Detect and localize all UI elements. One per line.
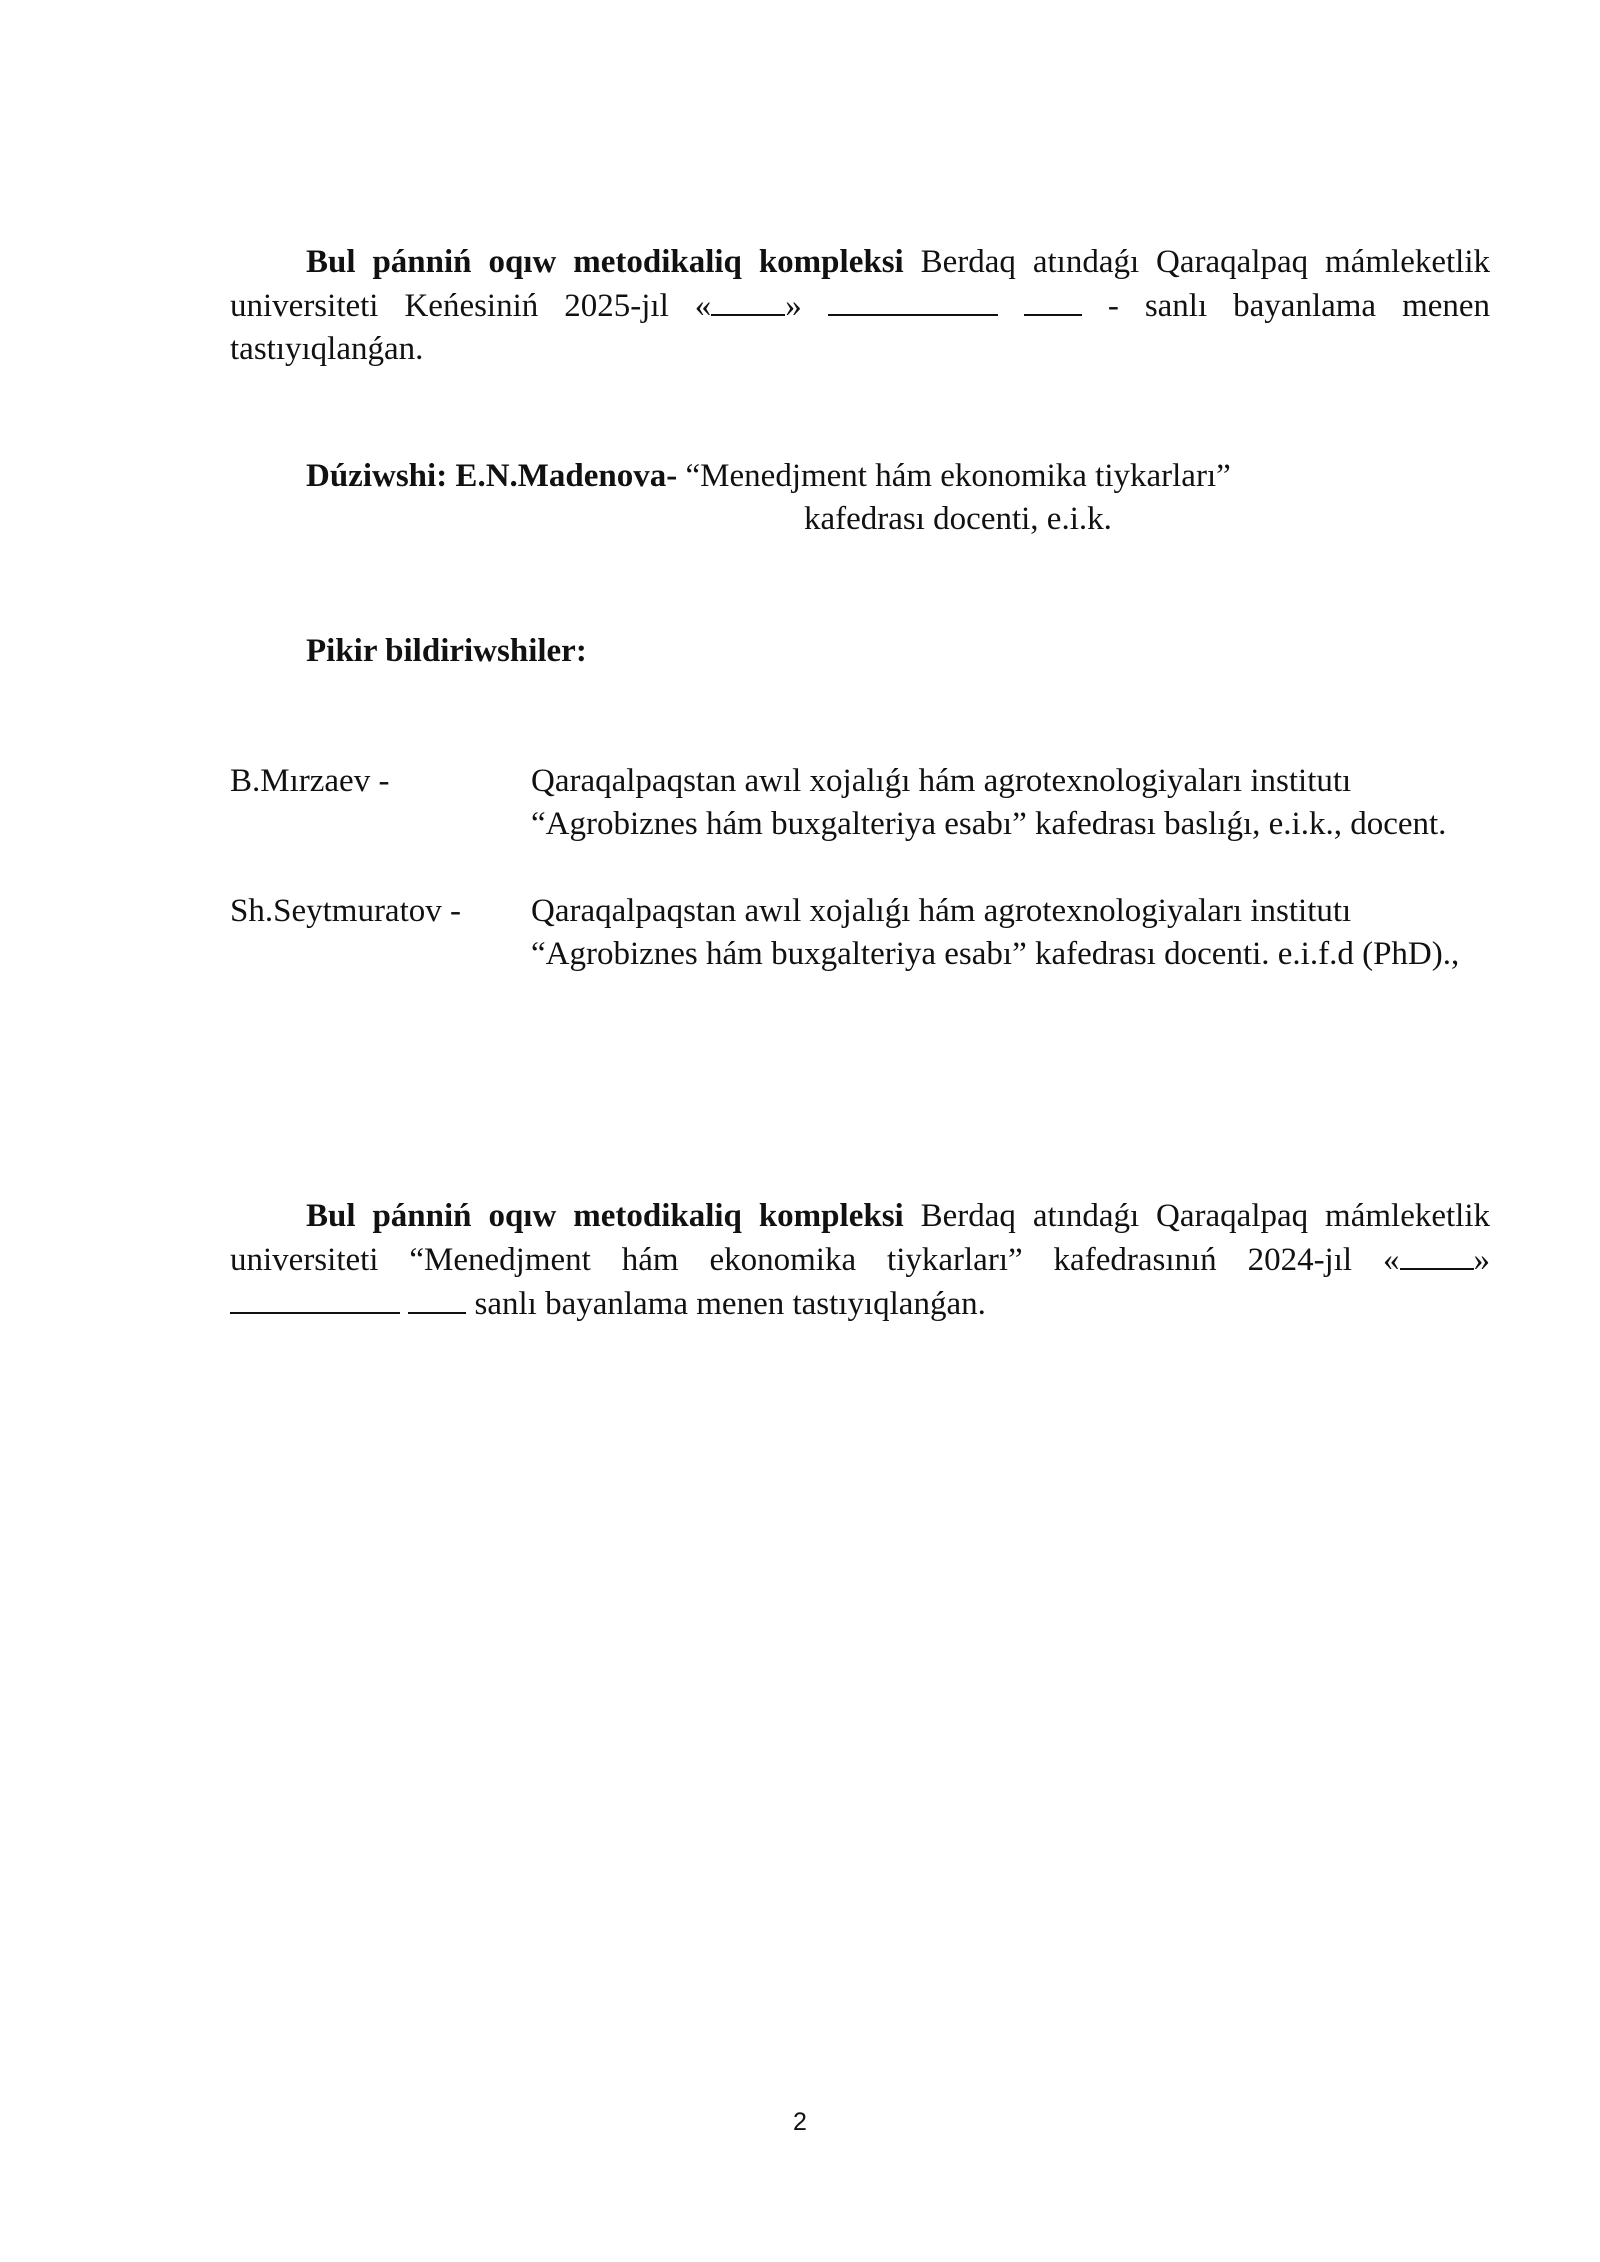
council-approval-text-2: » xyxy=(785,288,802,324)
council-approval-paragraph xyxy=(230,241,1490,371)
author-block xyxy=(306,455,1231,537)
reviewer-description: Qaraqalpaqstan awıl xojalıǵı hám agrotexnologiyaları institutı “Agrobiznes hám buxgalteriya esabı” kafedrası docenti. e.i.f.d (PhD)., xyxy=(531,893,1460,972)
council-approval-text-3: - sanlı bayanlama menen tastıyıqlanǵan. xyxy=(230,288,1491,367)
department-approval-text-1: Berdaq atındaǵı Qaraqalpaq mámleketlik universiteti “Menedjment hám ekonomika tiykarları” kafedrasınıń 2024-jıl « xyxy=(230,1198,1491,1278)
reviewers-title: Pikir bildiriwshiler: xyxy=(306,633,587,669)
author-position-line1: “Menedjment hám ekonomika tiykarları” xyxy=(685,458,1231,494)
number-blank xyxy=(1024,284,1082,316)
reviewer-description: Qaraqalpaqstan awıl xojalıǵı hám agrotexnologiyaları institutı “Agrobiznes hám buxgalteriya esabı” kafedrası baslıǵı, e.i.k., docent. xyxy=(531,763,1447,842)
department-approval-paragraph xyxy=(230,1195,1490,1326)
author-label: Dúziwshi: E.N.Madenova- xyxy=(306,458,678,494)
page-number: 2 xyxy=(793,2108,807,2136)
month-blank xyxy=(230,1282,400,1314)
reviewer-name: B.Mırzaev - xyxy=(230,763,390,799)
number-blank xyxy=(408,1282,466,1314)
department-approval-text-2: » xyxy=(1473,1242,1490,1278)
council-approval-lead: Bul pánniń oqıw metodikaliq kompleksi xyxy=(306,244,904,280)
author-position-line2: kafedrası docenti, e.i.k. xyxy=(804,501,1112,537)
department-approval-text-3: sanlı bayanlama menen tastıyıqlanǵan. xyxy=(474,1286,986,1322)
day-blank xyxy=(1400,1238,1474,1270)
department-approval-lead: Bul pánniń oqıw metodikaliq kompleksi xyxy=(306,1198,904,1234)
council-approval-text-1: Berdaq atındaǵı Qaraqalpaq mámleketlik universiteti Keńesiniń 2025-jıl « xyxy=(230,244,1491,324)
day-blank xyxy=(711,284,785,316)
reviewer-name: Sh.Seytmuratov - xyxy=(230,893,461,929)
month-blank xyxy=(828,284,998,316)
